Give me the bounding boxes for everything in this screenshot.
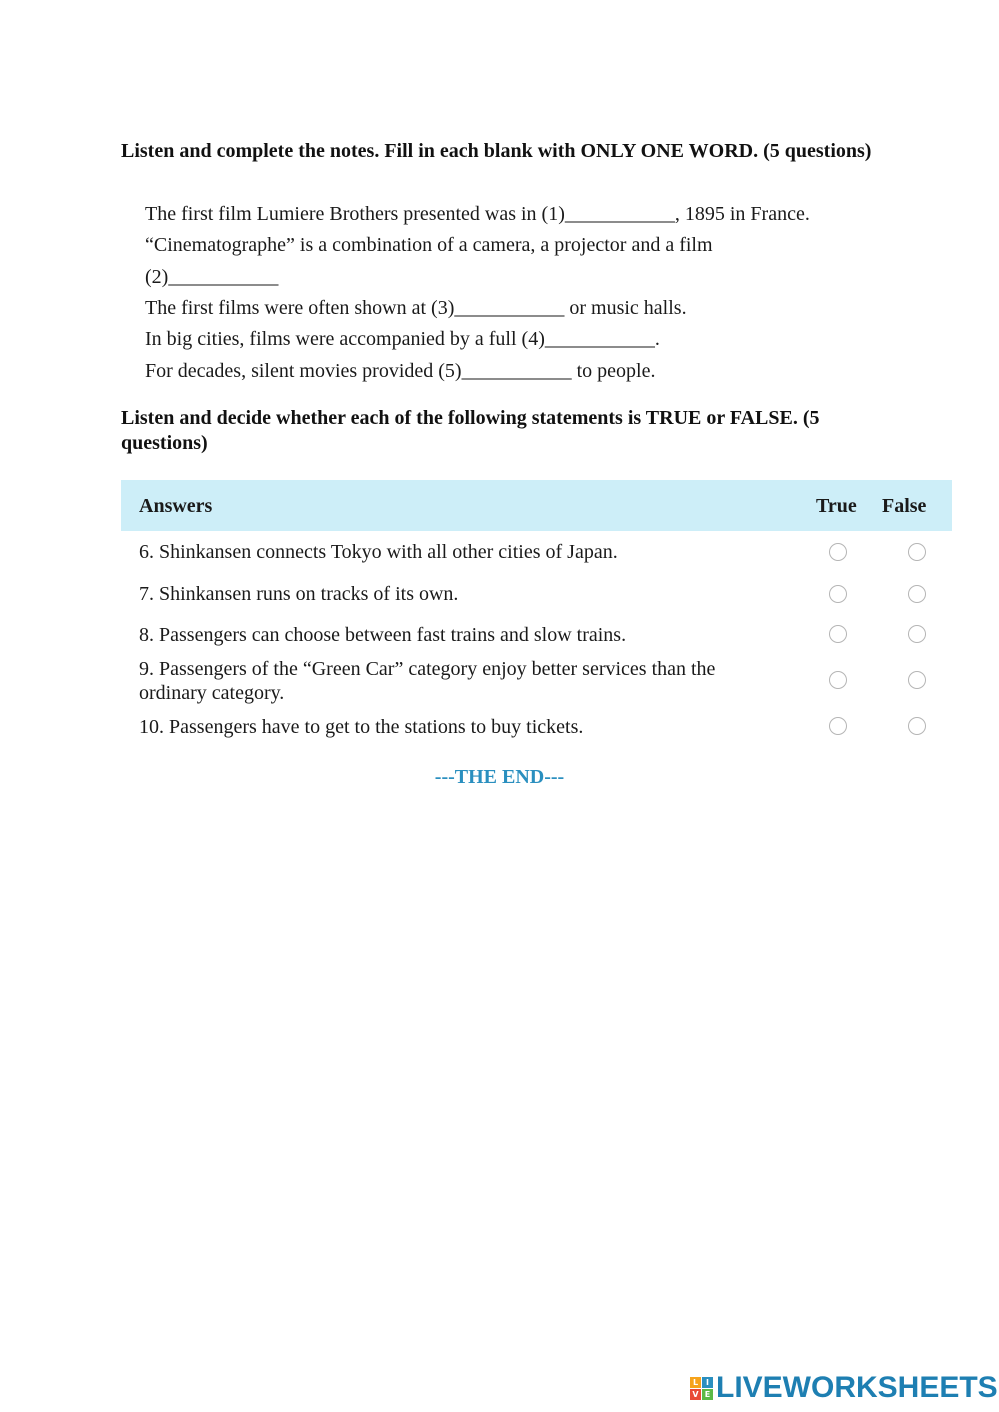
table-row bbox=[121, 623, 952, 659]
brand-text: LIVEWORKSHEETS bbox=[716, 1371, 998, 1404]
statement-10: 10. Passengers have to get to the stations to buy tickets. bbox=[139, 716, 584, 738]
logo-letter-l: L bbox=[690, 1377, 701, 1388]
table-row bbox=[121, 715, 952, 751]
radio-true-8[interactable] bbox=[829, 625, 847, 643]
live-logo-icon bbox=[690, 1377, 713, 1400]
note-line-3: (2)___________ bbox=[145, 266, 279, 288]
note-line-5: In big cities, films were accompanied by a full (4)___________. bbox=[145, 328, 660, 350]
logo-letter-e: E bbox=[702, 1389, 713, 1400]
note-line-6: For decades, silent movies provided (5)___________ to people. bbox=[145, 360, 656, 382]
radio-false-6[interactable] bbox=[908, 543, 926, 561]
logo-letter-i: I bbox=[702, 1377, 713, 1388]
radio-false-7[interactable] bbox=[908, 585, 926, 603]
header-true: True bbox=[816, 495, 857, 517]
table-row bbox=[121, 581, 952, 617]
statement-8: 8. Passengers can choose between fast trains and slow trains. bbox=[139, 624, 627, 646]
radio-false-9[interactable] bbox=[908, 671, 926, 689]
logo-letter-v: V bbox=[690, 1389, 701, 1400]
statement-7: 7. Shinkansen runs on tracks of its own. bbox=[139, 583, 459, 605]
radio-true-6[interactable] bbox=[829, 543, 847, 561]
table-row bbox=[121, 539, 952, 575]
statement-9: 9. Passengers of the “Green Car” category enjoy better services than the ordinary category. bbox=[139, 658, 716, 704]
header-answers: Answers bbox=[139, 495, 213, 517]
section2-instruction: Listen and decide whether each of the following statements is TRUE or FALSE. (5 questions) bbox=[121, 407, 820, 454]
true-false-table bbox=[121, 480, 952, 738]
note-line-2: “Cinematographe” is a combination of a camera, a projector and a film bbox=[145, 234, 713, 256]
note-line-4: The first films were often shown at (3)___________ or music halls. bbox=[145, 297, 687, 319]
radio-false-10[interactable] bbox=[908, 717, 926, 735]
table-header bbox=[121, 480, 952, 531]
radio-true-9[interactable] bbox=[829, 671, 847, 689]
statement-6: 6. Shinkansen connects Tokyo with all other cities of Japan. bbox=[139, 541, 618, 563]
header-false: False bbox=[882, 495, 927, 517]
radio-false-8[interactable] bbox=[908, 625, 926, 643]
liveworksheets-logo bbox=[690, 1372, 998, 1404]
the-end-text: ---THE END--- bbox=[434, 766, 565, 788]
note-line-1: The first film Lumiere Brothers presented was in (1)___________, 1895 in France. bbox=[145, 203, 810, 225]
radio-true-7[interactable] bbox=[829, 585, 847, 603]
section1-instruction: Listen and complete the notes. Fill in each blank with ONLY ONE WORD. (5 questions) bbox=[121, 140, 872, 162]
table-row bbox=[121, 657, 952, 709]
radio-true-10[interactable] bbox=[829, 717, 847, 735]
